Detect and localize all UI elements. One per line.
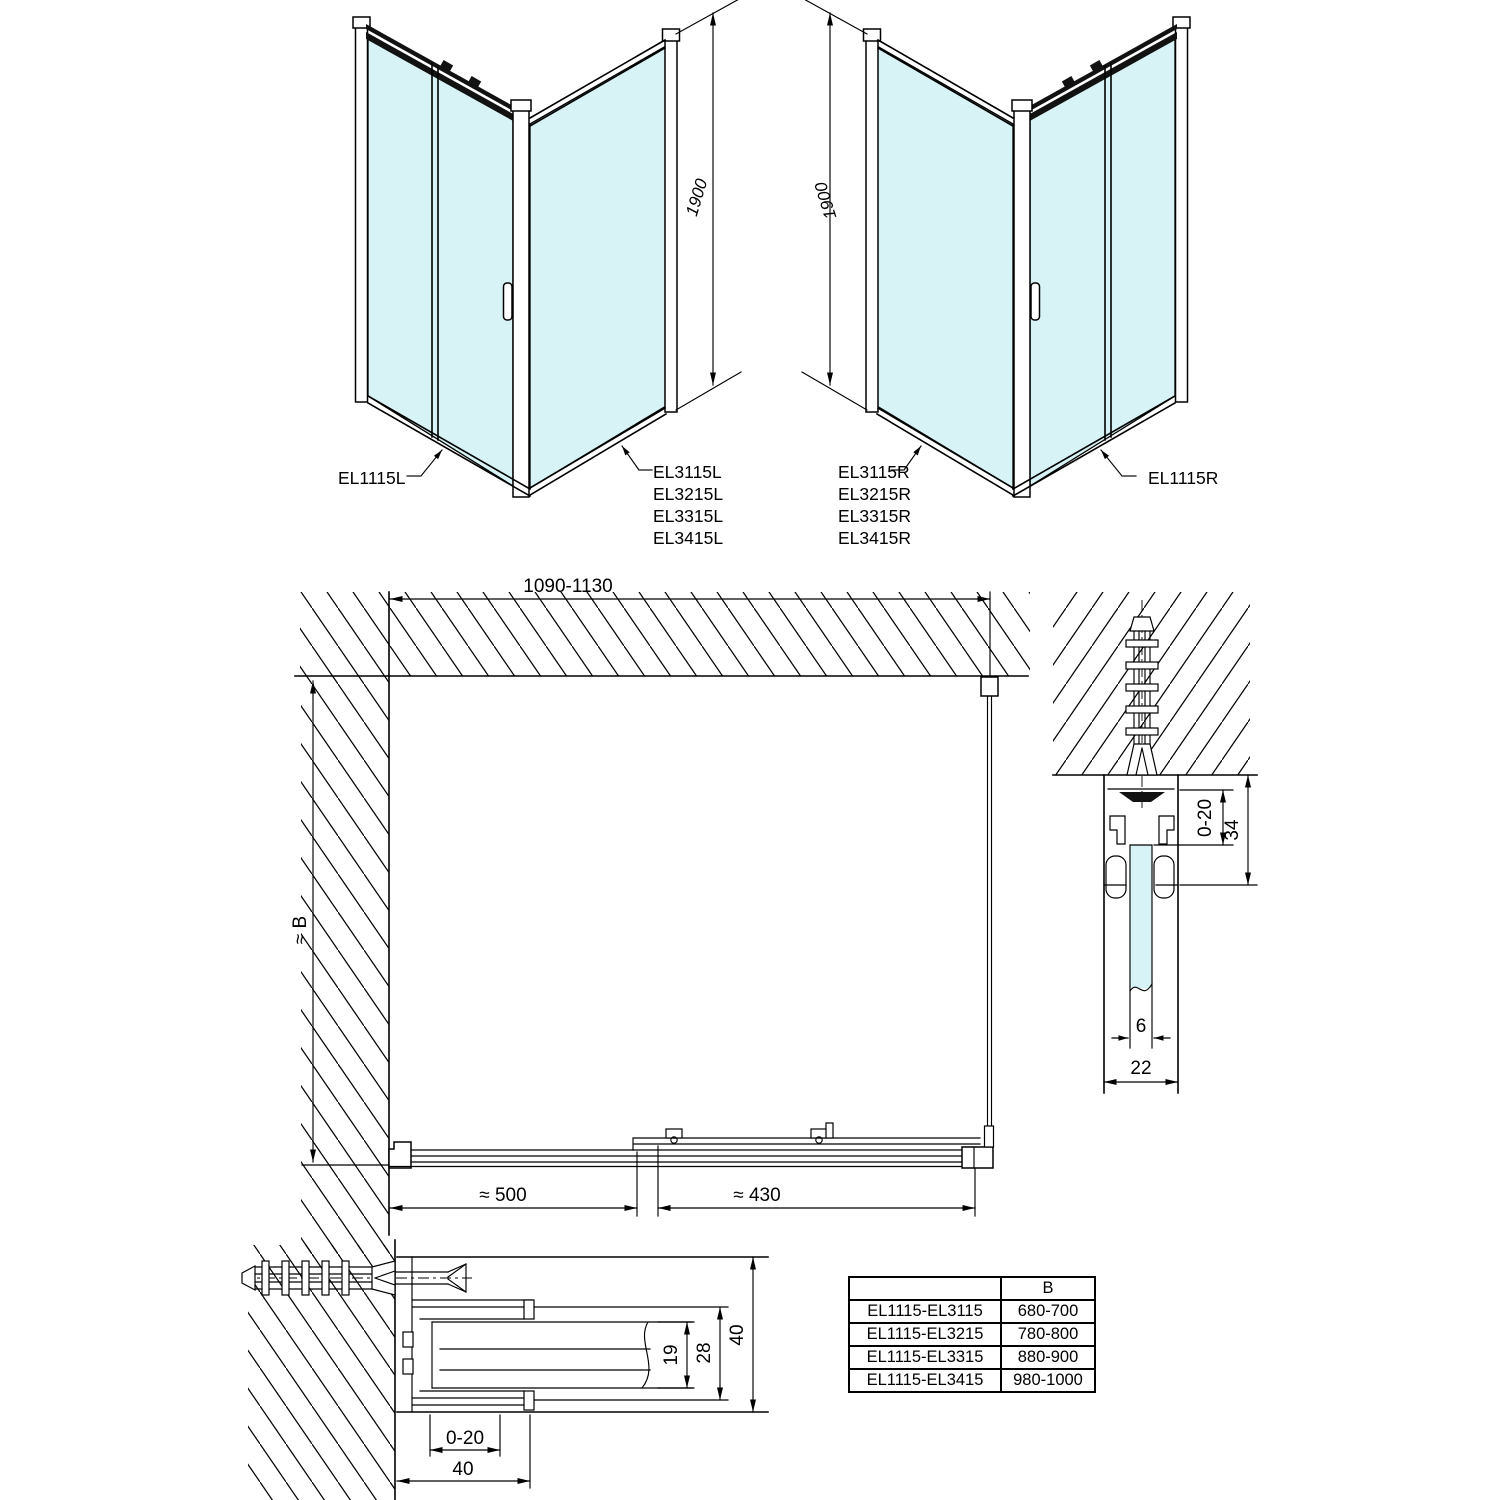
size-table-row (849, 1346, 1095, 1369)
size-table-models: EL1115-EL3315 (849, 1346, 1001, 1369)
size-table-header-models (849, 1277, 1001, 1300)
plan-width-dim: 1090-1130 (523, 576, 613, 597)
iso-left-height-dim: 1900 (682, 176, 712, 219)
size-table-models: EL1115-EL3115 (849, 1300, 1001, 1323)
iso-view-right (802, 0, 1218, 548)
plan-view (290, 576, 1030, 1256)
glass-pocket-dim: 19 (661, 1344, 682, 1366)
plan-fixed-section-dim: ≈ 500 (479, 1185, 527, 1206)
iso-right-panel-label-4: EL3415R (838, 528, 911, 548)
size-table-b-range: 680-700 (1001, 1300, 1095, 1323)
size-table-row (849, 1323, 1095, 1346)
plan-top-wall-hatch (300, 592, 1030, 676)
plan-left-wall-hatch (301, 676, 389, 1256)
wall-profile-depth-dim: 34 (1222, 819, 1243, 841)
iso-right-panel-label-3: EL3315R (838, 506, 911, 526)
bottom-profile-width-dim: 40 (727, 1324, 748, 1346)
size-table-row (849, 1300, 1095, 1323)
plan-depth-dim: ≈ B (290, 915, 311, 945)
wall-profile-adjust-dim: 0-20 (1195, 798, 1216, 838)
iso-left-door-label: EL1115L (338, 468, 406, 488)
iso-left-panel-label-2: EL3215L (653, 484, 724, 504)
bottom-wall-profile-section (397, 1257, 768, 1412)
size-table-models: EL1115-EL3215 (849, 1323, 1001, 1346)
wall-profile-section-detail (1053, 592, 1257, 1093)
wall-profile-section (1104, 775, 1178, 1093)
plan-door-section-dim: ≈ 430 (733, 1185, 781, 1206)
iso-right-height-dim: 1900 (811, 179, 841, 222)
iso-left-panel-label-3: EL3315L (653, 506, 724, 526)
iso-right-panel-label-2: EL3215R (838, 484, 911, 504)
iso-left-panel-label-4: EL3415L (653, 528, 724, 548)
size-table-b-range: 780-800 (1001, 1323, 1095, 1346)
iso-right-door-label: EL1115R (1148, 468, 1219, 488)
iso-right-panel-label-1: EL3115R (838, 462, 910, 482)
bottom-profile-adjust-dim: 0-20 (445, 1428, 485, 1449)
glass-panel-section (1130, 845, 1152, 988)
size-table-b-range: 980-1000 (1001, 1369, 1095, 1392)
size-table-header-b: B (1001, 1277, 1095, 1300)
size-table-row (849, 1369, 1095, 1392)
profile-opening-dim: 28 (694, 1342, 715, 1364)
size-table (848, 1276, 1096, 1393)
size-table-b-range: 880-900 (1001, 1346, 1095, 1369)
glass-thickness-dim: 6 (1135, 1016, 1147, 1037)
bottom-profile-adjust-total-dim: 40 (452, 1459, 474, 1480)
wall-profile-width-dim: 22 (1130, 1058, 1152, 1079)
size-table-models: EL1115-EL3415 (849, 1369, 1001, 1392)
iso-view-left (338, 0, 741, 548)
bottom-profile-section-detail (242, 1240, 768, 1500)
size-table-header-row (849, 1277, 1095, 1300)
iso-left-panel-label-1: EL3115L (653, 462, 722, 482)
